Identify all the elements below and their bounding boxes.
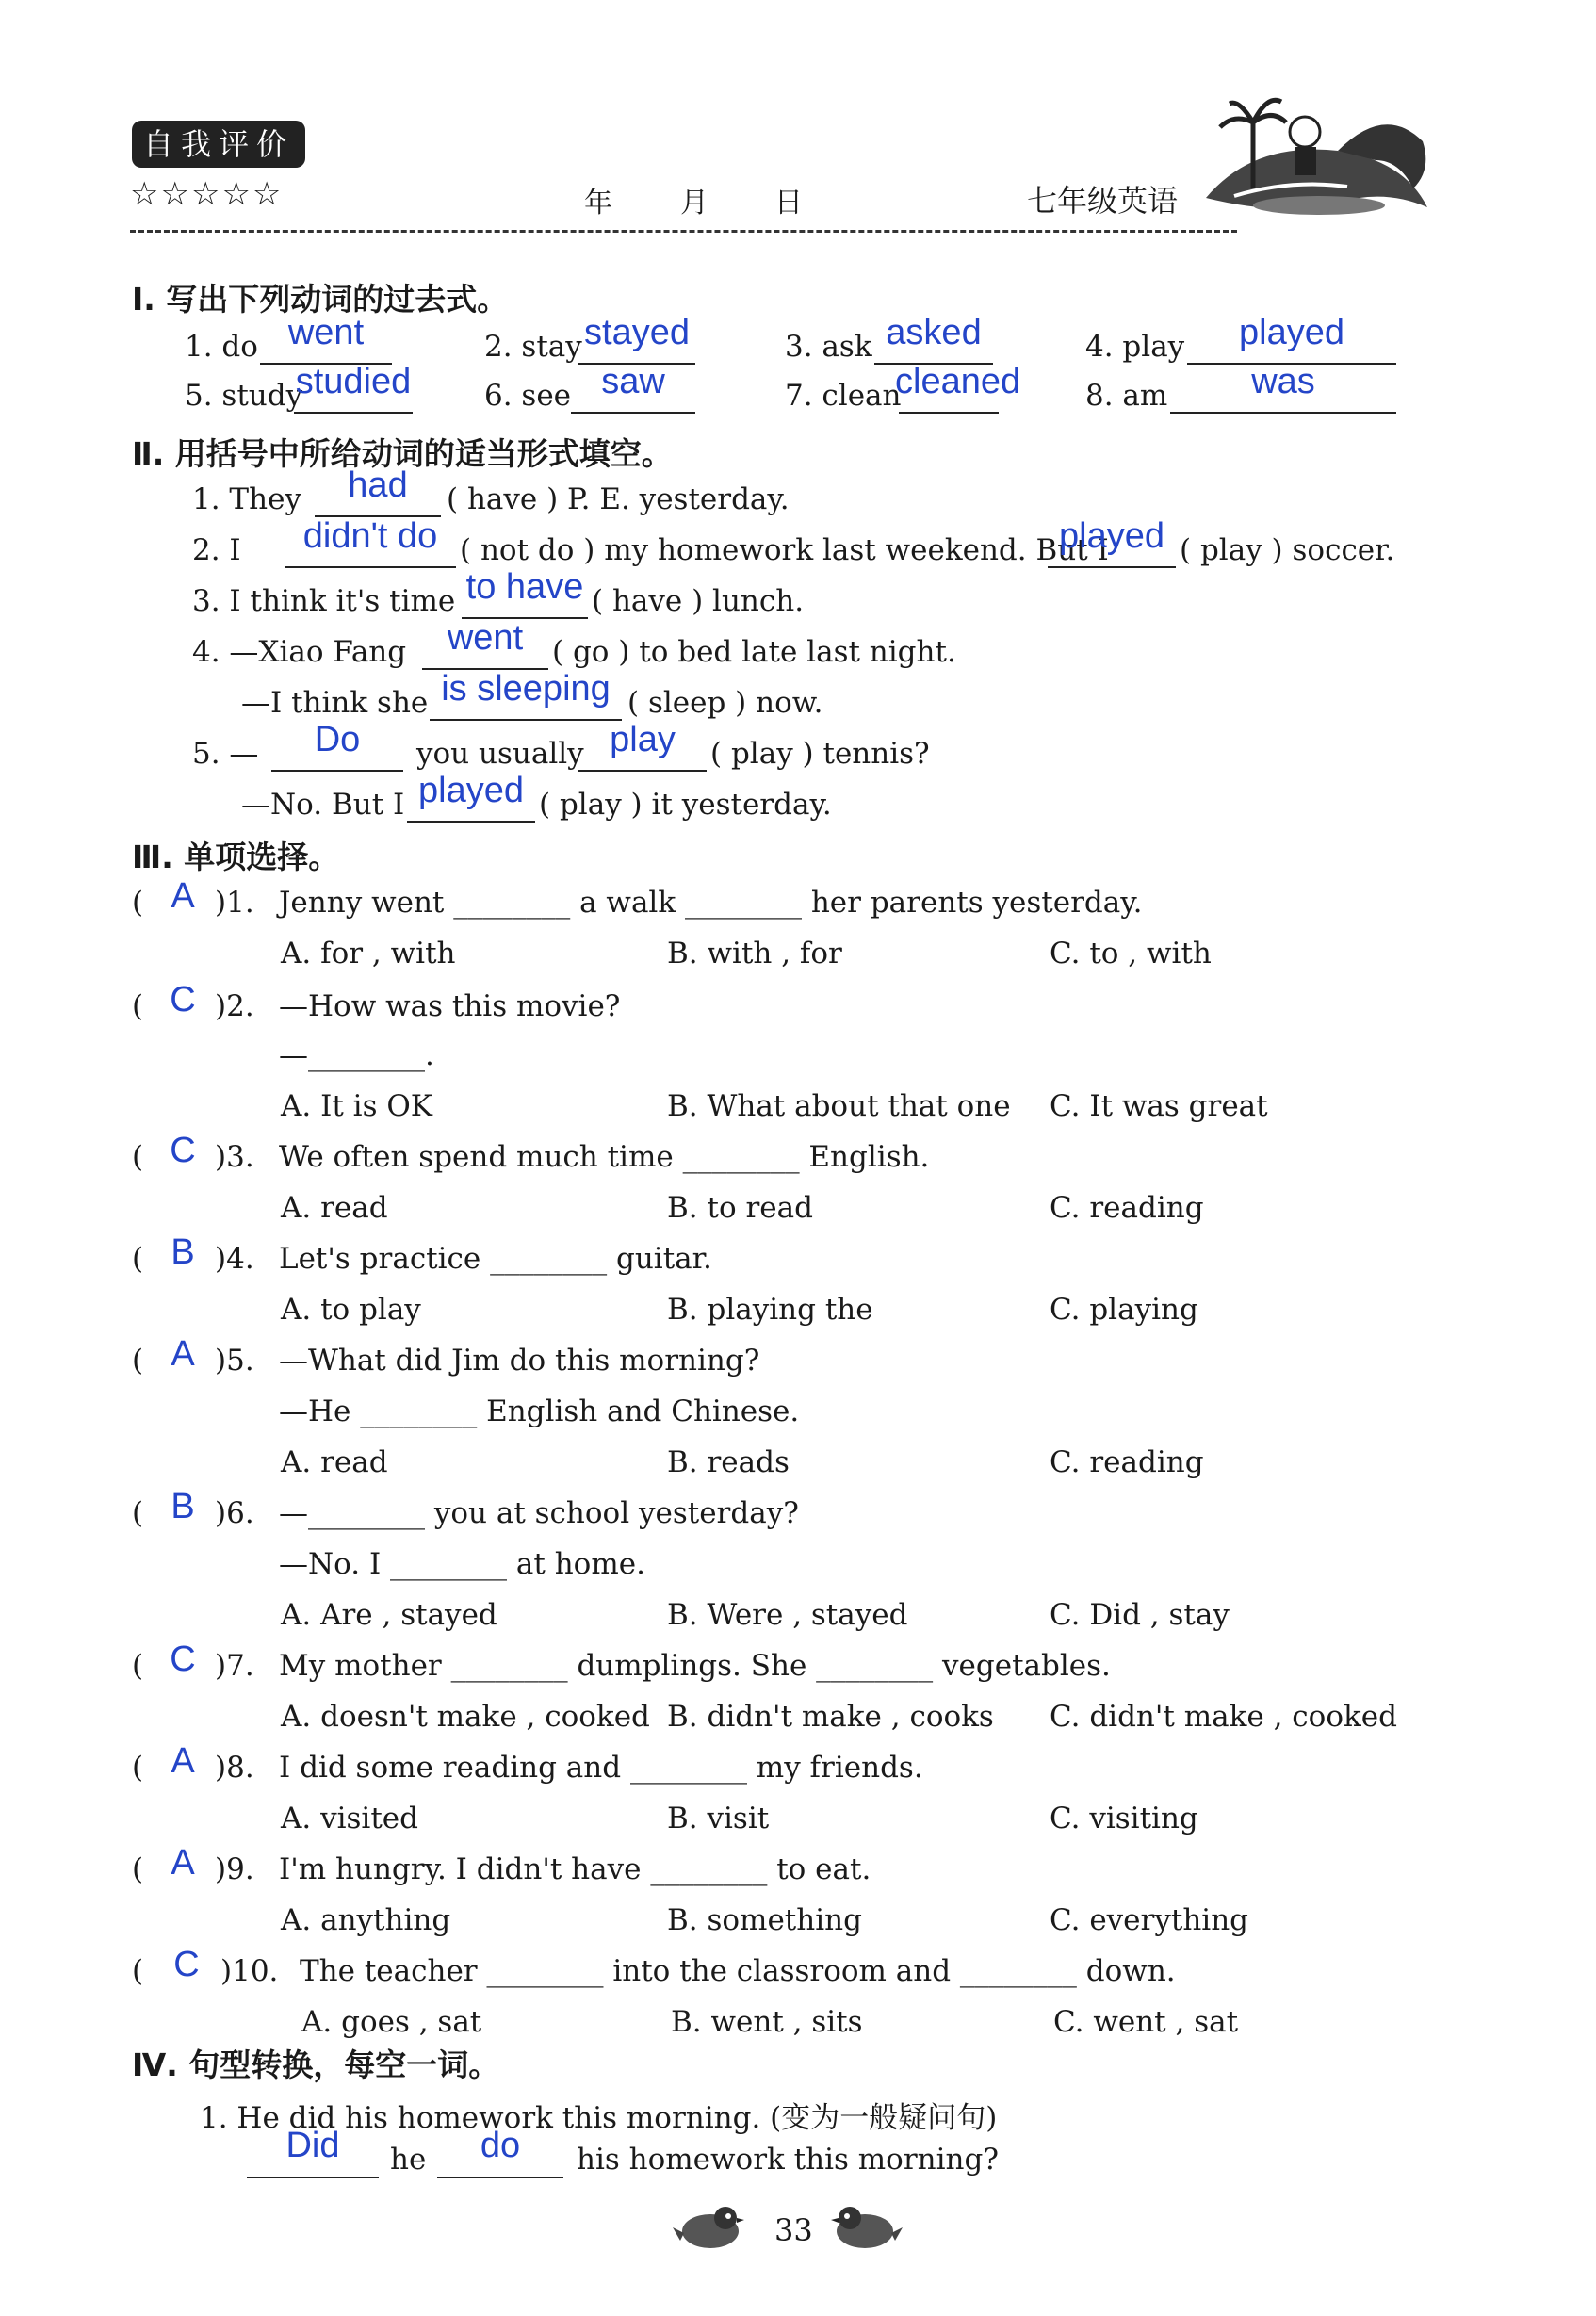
mc-q10-num: )10. [220, 1954, 279, 1988]
mc-q1-opt-b: B. with , for [667, 937, 842, 970]
s2-q3-start: 3. I think it's time [192, 584, 456, 618]
s1-answer-8: was [1251, 362, 1315, 401]
mc-q5-stem-2: —He ________ English and Chinese. [279, 1394, 800, 1428]
mc-q6-opt-b: B. Were , stayed [667, 1598, 908, 1632]
mc-q7-answer: C [170, 1639, 196, 1679]
s2-q1-end: ( have ) P. E. yesterday. [447, 482, 790, 516]
s2-q2-start: 2. I [192, 533, 241, 567]
s1-label-8: 8. am [1085, 379, 1168, 413]
mc-q1-num: )1. [215, 886, 254, 920]
s1-answer-5: studied [295, 362, 412, 401]
s2-q4b-answer: is sleeping [441, 669, 611, 709]
s2-q5a-answer: Do [314, 720, 361, 759]
mc-q8-opt-b: B. visit [667, 1802, 770, 1835]
s2-q5b-end: ( play ) it yesterday. [539, 788, 832, 822]
mc-q3-num: )3. [215, 1140, 254, 1174]
mc-q8-paren: ( [132, 1751, 144, 1785]
s1-label-3: 3. ask [785, 330, 872, 364]
s2-q3-answer: to have [465, 567, 584, 607]
mc-q5-opt-c: C. reading [1050, 1445, 1204, 1479]
s2-q4a-answer: went [447, 618, 524, 658]
s1-blank-5 [294, 412, 413, 414]
mc-q6-opt-a: A. Are , stayed [281, 1598, 497, 1632]
s1-answer-2: stayed [584, 313, 690, 352]
rating-stars: ☆☆☆☆☆ [130, 175, 284, 213]
s2-q2-mid: ( not do ) my homework last weekend. But I [460, 533, 1109, 567]
s1-answer-6: saw [601, 362, 665, 401]
self-evaluation-badge: 自我评价 [132, 121, 305, 168]
s2-q4a-end: ( go ) to bed late last night. [552, 635, 956, 669]
mc-q10-stem: The teacher ________ into the classroom and ________ down. [300, 1954, 1176, 1988]
mc-q1-stem: Jenny went ________ a walk ________ her parents yesterday. [279, 886, 1143, 920]
s1-answer-1: went [287, 313, 365, 352]
date-month: 月 [680, 187, 708, 220]
s2-q5b-blank [407, 821, 535, 823]
s2-q2-answer: didn't do [302, 516, 438, 556]
page-number: 33 [774, 2212, 813, 2248]
mc-q6-answer: B [171, 1487, 195, 1526]
mc-q9-answer: A [171, 1843, 195, 1883]
mc-q4-num: )4. [215, 1242, 254, 1276]
section-1-title: Ⅰ. 写出下列动词的过去式。 [132, 281, 509, 318]
mc-q7-opt-b: B. didn't make , cooks [667, 1700, 994, 1734]
s2-q4b-start: —I think she [241, 686, 429, 720]
mc-q8-stem: I did some reading and ________ my friends. [279, 1751, 923, 1785]
mc-q1-answer: A [171, 876, 195, 916]
s2-q5a-answer-2: play [610, 720, 676, 759]
mc-q6-opt-c: C. Did , stay [1050, 1598, 1230, 1632]
mc-q6-paren: ( [132, 1496, 144, 1530]
s2-q5a-mid: you usually [416, 737, 584, 771]
mc-q7-stem: My mother ________ dumplings. She ________ vegetables. [279, 1649, 1111, 1683]
mc-q1-opt-c: C. to , with [1050, 937, 1212, 970]
header-divider [130, 230, 1237, 233]
s4-answer-2: do [480, 2126, 521, 2165]
mc-q9-opt-b: B. something [667, 1903, 862, 1937]
s2-q2-blank [285, 566, 456, 568]
s2-q5b-start: —No. But I [241, 788, 405, 822]
mc-q3-answer: C [170, 1131, 196, 1170]
mc-q1-opt-a: A. for , with [281, 937, 456, 970]
mc-q1-paren: ( [132, 886, 144, 920]
s1-label-5: 5. study [185, 379, 303, 413]
mc-q10-opt-b: B. went , sits [671, 2005, 863, 2039]
s4-blank-2 [437, 2177, 563, 2178]
mc-q3-paren: ( [132, 1140, 144, 1174]
mc-q3-opt-a: A. read [281, 1191, 388, 1225]
mc-q6-stem-2: —No. I ________ at home. [279, 1547, 645, 1581]
s2-q4b-end: ( sleep ) now. [627, 686, 823, 720]
mc-q6-num: )6. [215, 1496, 254, 1530]
mc-q7-num: )7. [215, 1649, 254, 1683]
s1-answer-4: played [1239, 313, 1344, 352]
mc-q2-stem: —How was this movie? [279, 989, 621, 1023]
mc-q8-answer: A [171, 1741, 195, 1781]
mc-q9-paren: ( [132, 1852, 144, 1886]
mc-q5-answer: A [171, 1334, 195, 1374]
s2-q3-end: ( have ) lunch. [592, 584, 805, 618]
mc-q8-num: )8. [215, 1751, 254, 1785]
mc-q7-paren: ( [132, 1649, 144, 1683]
mc-q7-opt-a: A. doesn't make , cooked [281, 1700, 650, 1734]
date-day: 日 [774, 187, 803, 220]
s1-label-2: 2. stay [484, 330, 582, 364]
s4-q1-text: 1. He did his homework this morning. (变为一般疑问句) [200, 2101, 998, 2135]
mc-q10-paren: ( [132, 1954, 144, 1988]
s4-end: his homework this morning? [577, 2143, 999, 2177]
s1-label-7: 7. clean [785, 379, 902, 413]
mc-q10-opt-c: C. went , sat [1053, 2005, 1239, 2039]
mc-q4-opt-b: B. playing the [667, 1293, 873, 1327]
mc-q4-opt-a: A. to play [281, 1293, 421, 1327]
s2-q4a-start: 4. —Xiao Fang [192, 635, 407, 669]
mc-q2-answer: C [170, 980, 196, 1019]
subject-label: 七年级英语 [1027, 183, 1179, 219]
mc-q2-stem-2: —________. [279, 1038, 434, 1072]
date-year: 年 [584, 187, 612, 220]
section-2-title: Ⅱ. 用括号中所给动词的适当形式填空。 [132, 435, 673, 472]
mc-q6-stem: —________ you at school yesterday? [279, 1496, 799, 1530]
s2-q1-start: 1. They [192, 482, 301, 516]
mc-q5-opt-b: B. reads [667, 1445, 790, 1479]
mc-q9-opt-a: A. anything [281, 1903, 451, 1937]
mc-q8-opt-c: C. visiting [1050, 1802, 1198, 1835]
mc-q3-opt-b: B. to read [667, 1191, 813, 1225]
s1-answer-7: cleaned [895, 362, 1021, 401]
s1-label-4: 4. play [1085, 330, 1185, 364]
s4-answer-1: Did [285, 2126, 340, 2165]
mc-q2-paren: ( [132, 989, 144, 1023]
s2-q5a-blank [271, 770, 403, 772]
s1-label-6: 6. see [484, 379, 572, 413]
mc-q3-stem: We often spend much time ________ English. [279, 1140, 930, 1174]
s2-q5a-blank-2 [578, 770, 707, 772]
s1-blank-8 [1170, 412, 1396, 414]
s2-q5b-answer: played [418, 771, 524, 810]
s2-q2-end: ( play ) soccer. [1180, 533, 1395, 567]
surfer-illustration [1197, 85, 1441, 236]
mc-q2-opt-c: C. It was great [1050, 1089, 1268, 1123]
mc-q5-paren: ( [132, 1344, 144, 1378]
mc-q7-opt-c: C. didn't make , cooked [1050, 1700, 1397, 1734]
s2-q1-answer: had [348, 465, 408, 505]
mc-q5-num: )5. [215, 1344, 254, 1378]
mc-q9-num: )9. [215, 1852, 254, 1886]
mc-q4-opt-c: C. playing [1050, 1293, 1198, 1327]
mc-q4-paren: ( [132, 1242, 144, 1276]
s1-blank-6 [571, 412, 695, 414]
s1-answer-3: asked [886, 313, 982, 352]
bird-right-icon [829, 2199, 904, 2256]
mc-q4-answer: B [171, 1232, 195, 1272]
s2-q2-answer-2: played [1059, 516, 1164, 556]
section-3-title: Ⅲ. 单项选择。 [132, 839, 340, 875]
s4-mid: he [390, 2143, 427, 2177]
mc-q3-opt-c: C. reading [1050, 1191, 1204, 1225]
s4-blank-1 [247, 2177, 379, 2178]
mc-q10-answer: C [173, 1945, 200, 1984]
mc-q5-opt-a: A. read [281, 1445, 388, 1479]
mc-q2-opt-b: B. What about that one [667, 1089, 1011, 1123]
mc-q2-opt-a: A. It is OK [281, 1089, 432, 1123]
s2-q2-blank-2 [1048, 566, 1176, 568]
mc-q8-opt-a: A. visited [281, 1802, 418, 1835]
s2-q5a-start: 5. — [192, 737, 259, 771]
s2-q5a-end: ( play ) tennis? [710, 737, 930, 771]
mc-q2-num: )2. [215, 989, 254, 1023]
bird-left-icon [671, 2199, 746, 2256]
s1-blank-7 [899, 412, 999, 414]
s1-label-1: 1. do [185, 330, 258, 364]
mc-q9-stem: I'm hungry. I didn't have ________ to eat. [279, 1852, 871, 1886]
section-4-title: Ⅳ. 句型转换，每空一词。 [132, 2047, 500, 2083]
mc-q4-stem: Let's practice ________ guitar. [279, 1242, 712, 1276]
mc-q10-opt-a: A. goes , sat [301, 2005, 482, 2039]
mc-q9-opt-c: C. everything [1050, 1903, 1249, 1937]
mc-q5-stem: —What did Jim do this morning? [279, 1344, 760, 1378]
